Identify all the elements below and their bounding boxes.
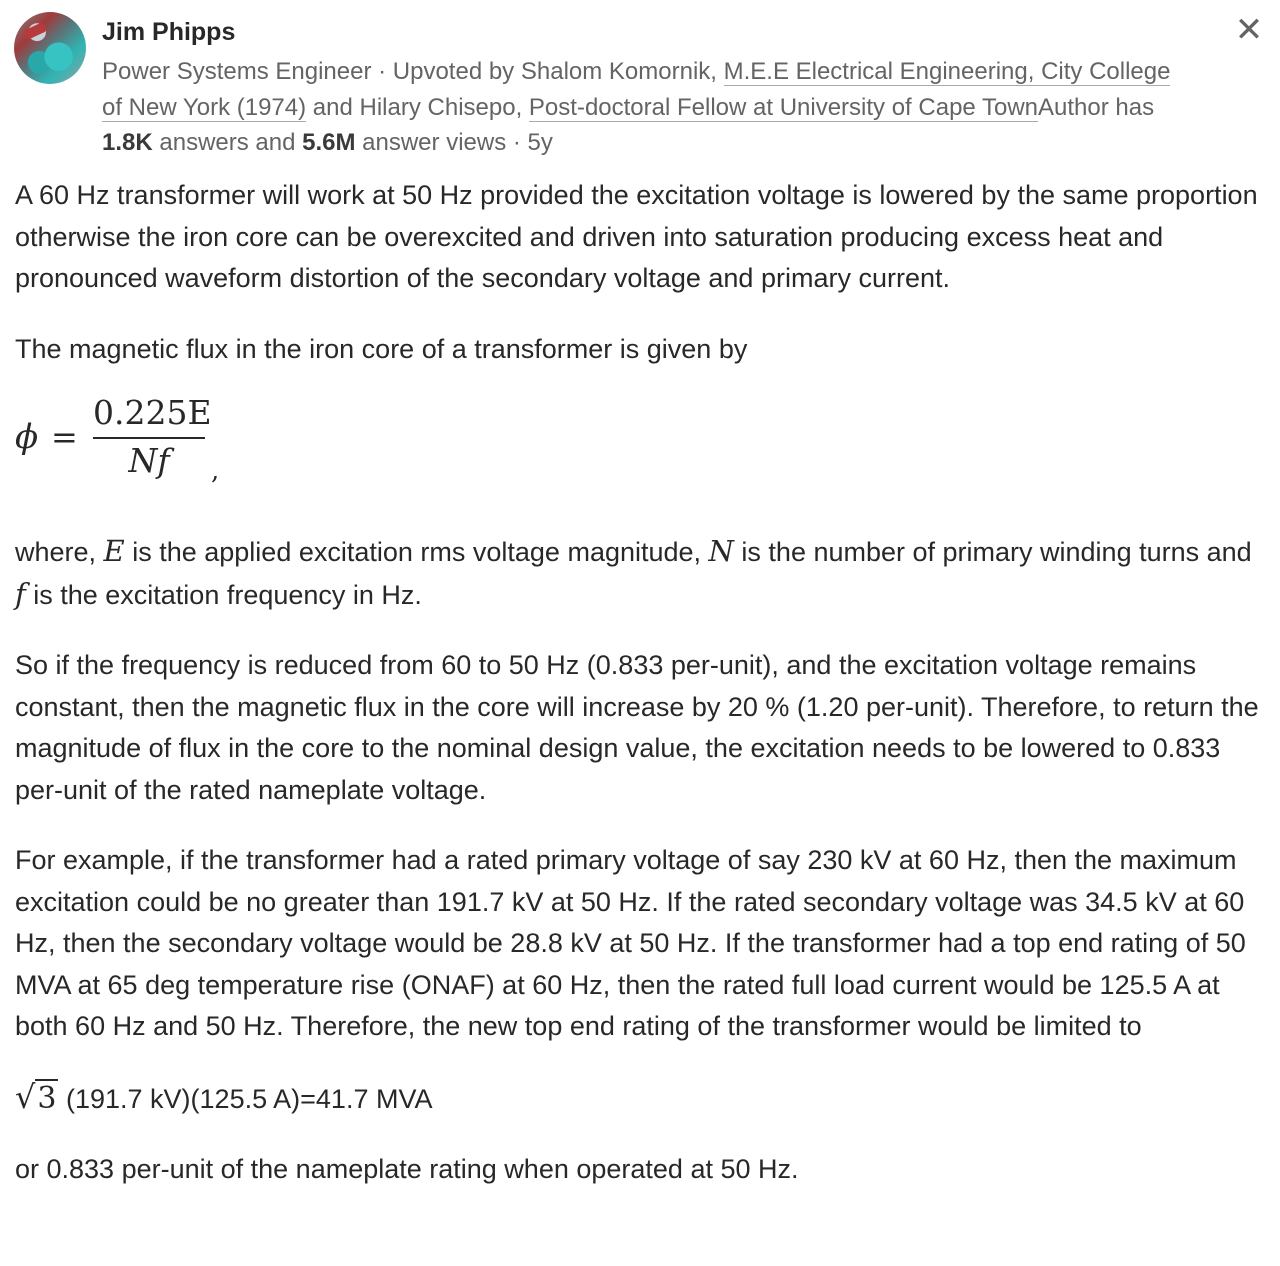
fraction-bar [93, 437, 205, 439]
author-name[interactable]: Jim Phipps [102, 18, 236, 46]
upvoter-credential-link[interactable]: Post-doctoral Fellow at University of Cape Town [528, 93, 1039, 121]
upvoter-name[interactable]: Hilary Chisepo, [359, 93, 529, 121]
paragraph: A 60 Hz transformer will work at 50 Hz provided the excitation voltage is lowered by the same proportion otherwise the iron core can be overexcited and driven into saturation producing excess heat and pronounced waveform distortion of the secondary voltage and primary current. [15, 180, 1258, 293]
author-title: Power Systems Engineer · Upvoted by [102, 58, 521, 85]
views-count: 5.6M [302, 129, 356, 156]
paragraph: The magnetic flux in the iron core of a transformer is given by [15, 333, 748, 364]
mva-formula [15, 1077, 1260, 1121]
math-variable: E [103, 534, 125, 568]
upvoter-credential-link[interactable]: M.E.E Electrical Engineering, City College of New York (1974) [102, 58, 1171, 121]
radical-sign: √ [15, 1077, 36, 1116]
text: is the excitation frequency in Hz. [25, 579, 422, 610]
author-has-text: Author has [1038, 93, 1155, 121]
answers-count: 1.8K [102, 129, 153, 156]
text: is the applied excitation rms voltage magnitude, [124, 537, 709, 567]
mva-result: 41.7 MVA [315, 1083, 433, 1114]
answer-header [14, 12, 1264, 162]
avatar[interactable] [14, 12, 86, 84]
radicand: 3 [37, 1080, 57, 1116]
mva-equals: = [300, 1083, 316, 1114]
author-credentials [102, 54, 1192, 161]
text: is the number of primary winding turns and [733, 537, 1252, 567]
math-variable: N [708, 534, 734, 568]
and-text: and [306, 93, 360, 121]
paragraph: So if the frequency is reduced from 60 to 50 Hz (0.833 per-unit), and the excitation voltage remains constant, then the magnetic flux in the core will increase by 20 % (1.20 per-unit). Therefore, to return the magnitude of flux in the core to the nominal design value, the excitation needs to be lowered to 0.833 per-unit of the rated nameplate voltage. [15, 650, 1259, 805]
sqrt-symbol [15, 1078, 58, 1116]
paragraph: For example, if the transformer had a rated primary voltage of say 230 kV at 60 Hz, then the maximum excitation could be no greater than 191.7 kV at 50 Hz. If the rated secondary voltage was 34.5 kV at 60 Hz, then the secondary voltage would be 28.8 kV at 50 Hz. If the transformer had a top end rating of 50 MVA at 65 deg temperature rise (ONAF) at 60 Hz, then the rated full load current would be 125.5 A at both 60 Hz and 50 Hz. Therefore, the new top end rating of the transformer would be limited to [15, 845, 1246, 1041]
formula-fraction [93, 393, 212, 481]
answers-text: answers and [152, 129, 303, 156]
formula-denominator: Nf [128, 441, 170, 480]
flux-formula [15, 393, 1260, 511]
paragraph [15, 531, 1260, 616]
paragraph: or 0.833 per-unit of the nameplate rating when operated at 50 Hz. [15, 1154, 799, 1184]
formula-equals: = [51, 418, 78, 456]
answer-age[interactable]: 5y [527, 129, 553, 156]
mva-expression: (191.7 kV)(125.5 A) [58, 1083, 301, 1114]
upvoter-name[interactable]: Shalom Komornik, [520, 58, 724, 85]
math-variable: f [15, 576, 26, 611]
views-text: answer views [355, 129, 507, 156]
answer-body [15, 175, 1260, 1220]
separator: · [506, 129, 528, 156]
formula-numerator: 0.225E [93, 393, 212, 432]
text: where, [15, 537, 104, 567]
formula-comma: , [211, 456, 220, 486]
formula-lhs: ϕ [15, 417, 39, 457]
close-icon[interactable]: ✕ [1234, 11, 1264, 49]
